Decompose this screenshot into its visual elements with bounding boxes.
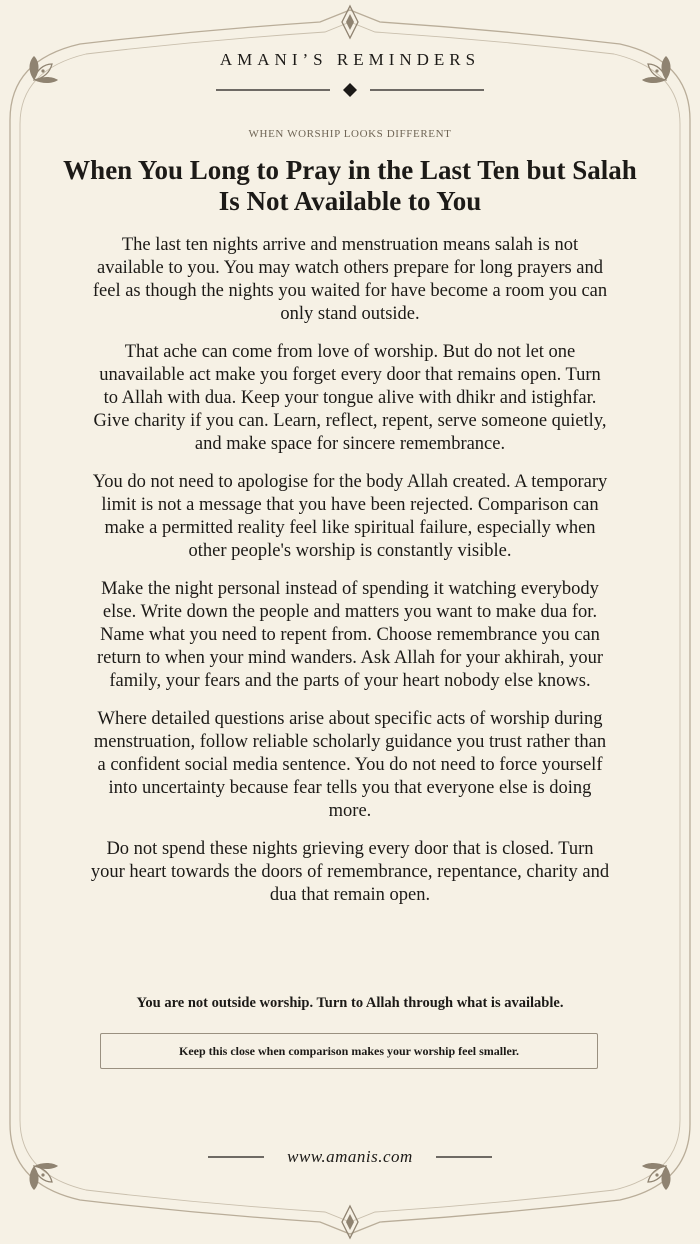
section-eyebrow: WHEN WORSHIP LOOKS DIFFERENT <box>248 128 452 140</box>
paragraph: Make the night personal instead of spending it watching everybody else. Write down the people and matters you want to make dua for. Name what you need to repent from. Choose remembrance you can return to when your mind wanders. Ask Allah for your akhirah, your family, your fears and the parts of your heart nobody else knows. <box>96 579 604 691</box>
reminder-note-text: Keep this close when comparison makes your worship feel smaller. <box>179 1043 519 1058</box>
paragraph: You do not need to apologise for the body Allah created. A temporary limit is not a message that you have been rejected. Comparison can make a permitted reality feel like spiritual failure, especially when other people's worship is constantly visible. <box>92 472 608 561</box>
paragraph: The last ten nights arrive and menstruation means salah is not available to you. You may watch others prepare for long prayers and feel as though the nights you waited for have become a room you can only stand outside. <box>92 235 608 324</box>
brand-name: AMANI’S REMINDERS <box>219 50 481 69</box>
website-link[interactable]: www.amanis.com <box>287 1147 413 1166</box>
article-body <box>90 234 610 922</box>
paragraph: That ache can come from love of worship. But do not let one unavailable act make you forget every door that remains open. Turn to Allah with dua. Keep your tongue alive with dhikr and istighfar. Give charity if you can. Learn, reflect, repent, serve someone quietly, and make space for sincere remembrance. <box>93 342 607 454</box>
closing-statement: You are not outside worship. Turn to Allah through what is available. <box>136 995 564 1011</box>
page-title: When You Long to Pray in the Last Ten but Salah Is Not Available to You <box>63 155 637 216</box>
paragraph: Do not spend these nights grieving every door that is closed. Turn your heart towards the doors of remembrance, repentance, charity and dua that remain open. <box>90 839 610 905</box>
paragraph: Where detailed questions arise about specific acts of worship during menstruation, follow reliable scholarly guidance you trust rather than a confident social media sentence. You do not need to force yourself into uncertainty because fear tells you that everyone else is doing more. <box>93 709 607 821</box>
reminder-note-box <box>100 1033 598 1069</box>
